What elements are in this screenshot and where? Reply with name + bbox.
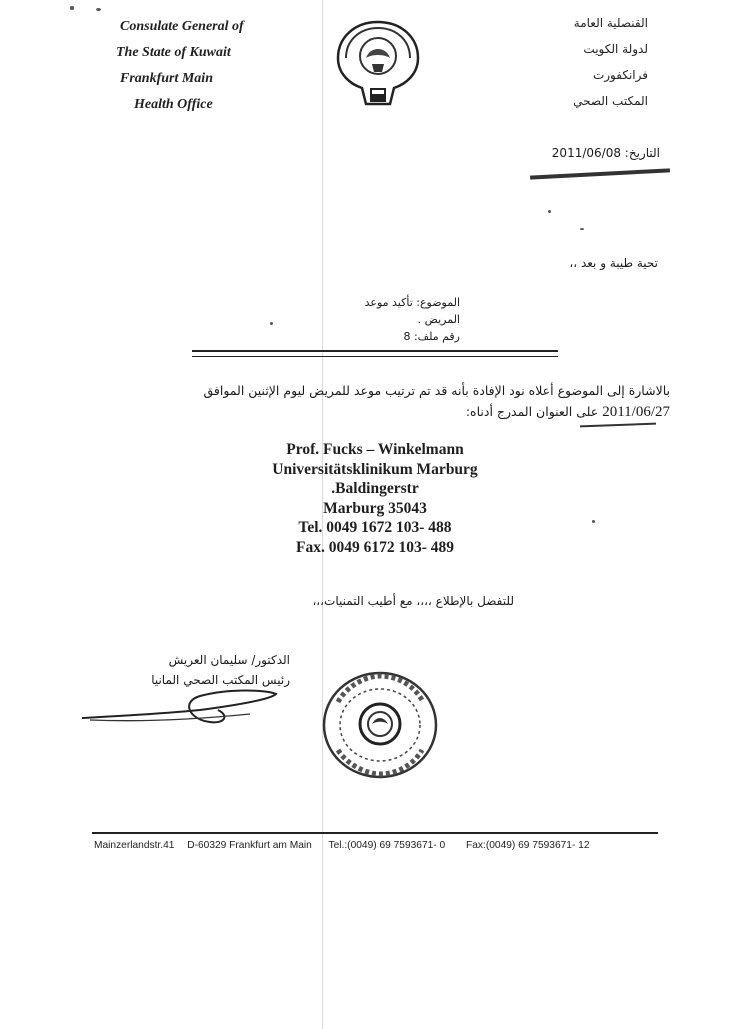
address-line: Marburg 35043: [323, 499, 427, 517]
letterhead-line: لدولة الكويت: [583, 42, 648, 56]
scan-speck: [270, 322, 273, 325]
letterhead-line: The State of Kuwait: [116, 45, 231, 60]
subject-line: الموضوع: تأكيد موعد: [364, 296, 460, 309]
letterhead-line: Health Office: [134, 97, 213, 112]
address-line: Universitätsklinikum Marburg: [272, 460, 478, 478]
date-underline: [530, 168, 670, 179]
footer-city: D-60329 Frankfurt am Main: [187, 840, 312, 851]
footer-street: Mainzerlandstr.41: [94, 840, 175, 851]
signatory-title: رئيس المكتب الصحي المانيا: [151, 673, 290, 687]
body-line-1: بالاشارة إلى الموضوع أعلاه نود الإفادة بأنه قد تم ترتيب موعد للمريض ليوم الإثنين الموافق: [203, 383, 670, 398]
date-value: 2011/06/08: [551, 146, 621, 160]
letterhead-line: المكتب الصحي: [573, 94, 648, 108]
kuwait-emblem-icon: [332, 18, 424, 108]
scan-speck: [592, 520, 595, 523]
letterhead-line: Frankfurt Main: [120, 71, 213, 86]
footer-tel: Tel.:(0049) 69 7593671- 0: [328, 840, 446, 851]
letterhead-line: فرانكفورت: [592, 68, 648, 82]
address-line: .Baldingerstr: [331, 480, 419, 497]
scan-speck: [580, 228, 584, 230]
body-underline: [580, 423, 656, 428]
letterhead-line: Consulate General of: [120, 19, 244, 34]
address-line: Prof. Fucks – Winkelmann: [286, 441, 464, 458]
closing-line: للتفضل بالإطلاع ،،،، مع أطيب التمنيات،،،: [312, 594, 514, 608]
scan-speck: [96, 8, 101, 11]
letterhead-line: القنصلية العامة: [573, 16, 648, 30]
greeting: تحية طيبة و بعد ،،: [569, 256, 658, 270]
letter-date: [552, 146, 660, 160]
letter-footer: [94, 840, 694, 851]
subject-divider: [192, 350, 558, 357]
footer-fax: Fax:(0049) 69 7593671- 12: [466, 840, 590, 851]
date-label: التاريخ:: [624, 146, 660, 160]
address-line: Tel. 0049 1672 103- 488: [298, 519, 452, 536]
file-number-line: رقم ملف: 8: [403, 330, 460, 343]
appointment-address: [0, 440, 750, 557]
arabic-letterhead: [573, 10, 648, 114]
footer-divider: [92, 832, 658, 834]
appointment-date: 2011/06/27: [602, 404, 670, 420]
body-line-2: [92, 401, 670, 423]
subject-block: [300, 294, 460, 345]
scan-speck: [70, 6, 74, 10]
body-line-2-text: على العنوان المدرج أدناه:: [465, 404, 603, 419]
signatory-name: الدكتور/ سليمان العريش: [168, 653, 290, 667]
patient-line: المريض .: [417, 313, 460, 326]
english-letterhead: [110, 14, 244, 118]
handwritten-signature: [80, 680, 280, 732]
scan-speck: [548, 210, 551, 213]
letter-body: [92, 380, 670, 423]
address-line: Fax. 0049 6172 103- 489: [295, 538, 454, 556]
consulate-stamp-icon: [318, 666, 442, 784]
